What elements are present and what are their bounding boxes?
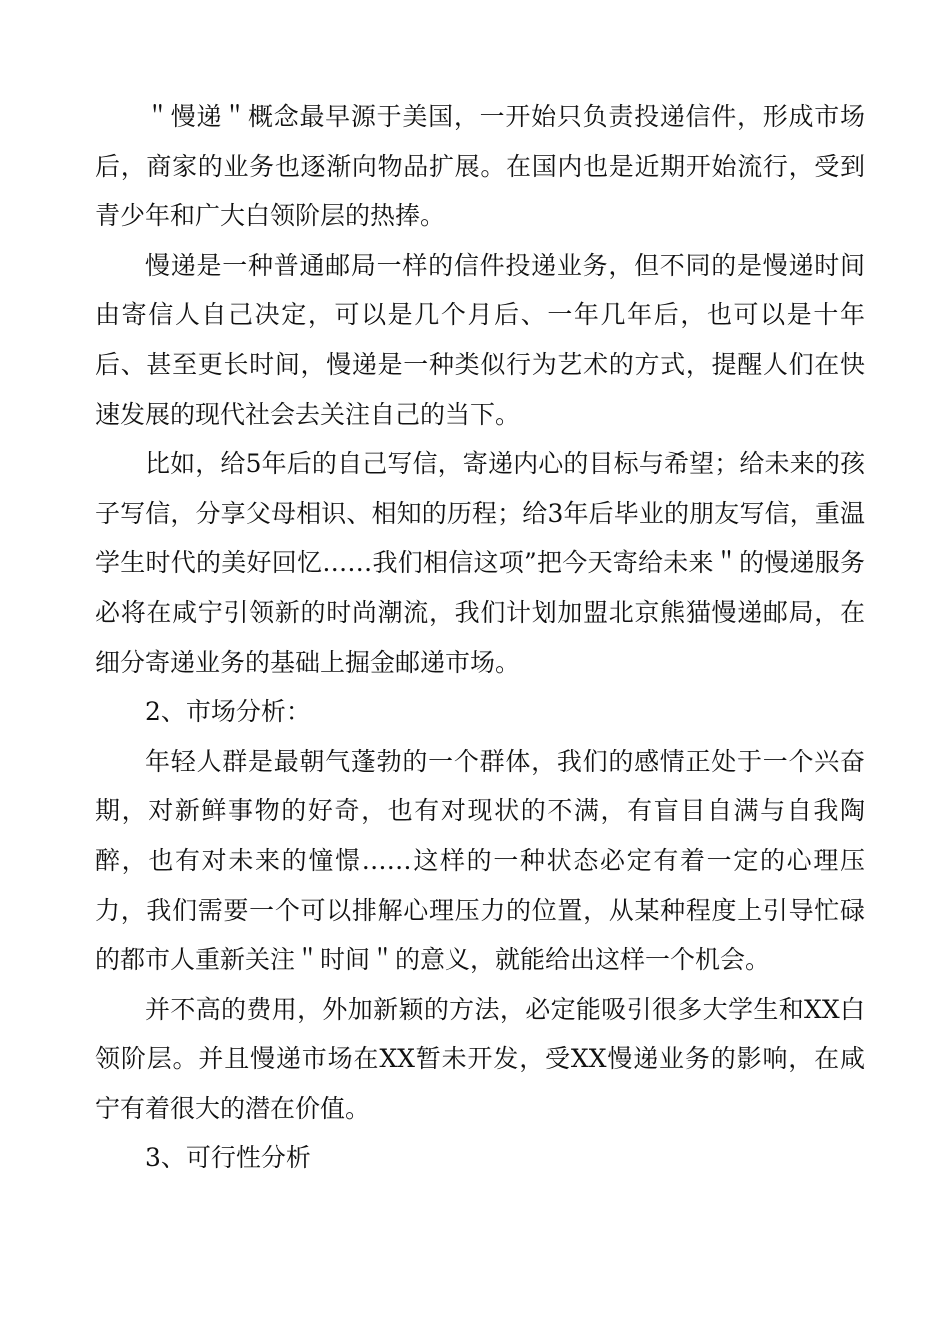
paragraph-market-analysis: 年轻人群是最朝气蓬勃的一个群体，我们的感情正处于一个兴奋期，对新鲜事物的好奇，也有对现状的不满，有盲目自满与自我陶醉，也有对未来的憧憬……这样的一种状态必定有着一定的心理压力，我们需要一个可以排解心理压力的位置，从某种程度上引导忙碌的都市人重新关注＂时间＂的意义，就能给出这样一个机会。 xyxy=(95,746,865,975)
section-heading-market-analysis: 2、市场分析： xyxy=(145,697,311,727)
paragraph-market-potential: 并不高的费用，外加新颖的方法，必定能吸引很多大学生和XX白领阶层。并且慢递市场在XX暂未开发，受XX慢递业务的影响，在咸宁有着很大的潜在价值。 xyxy=(95,994,865,1123)
section-heading-feasibility: 3、可行性分析 xyxy=(145,1143,311,1173)
paragraph-definition: 慢递是一种普通邮局一样的信件投递业务，但不同的是慢递时间由寄信人自己决定，可以是几个月后、一年几年后，也可以是十年后、甚至更长时间，慢递是一种类似行为艺术的方式，提醒人们在快速发展的现代社会去关注自己的当下。 xyxy=(95,250,865,429)
paragraph-intro: ＂慢递＂概念最早源于美国，一开始只负责投递信件，形成市场后，商家的业务也逐渐向物品扩展。在国内也是近期开始流行，受到青少年和广大白领阶层的热捧。 xyxy=(95,102,865,231)
paragraph-examples: 比如，给5年后的自己写信，寄递内心的目标与希望；给未来的孩子写信，分享父母相识、相知的历程；给3年后毕业的朋友写信，重温学生时代的美好回忆……我们相信这项”把今天寄给未来＂的慢递服务必将在咸宁引领新的时尚潮流，我们计划加盟北京熊猫慢递邮局，在细分寄递业务的基础上掘金邮递市场。 xyxy=(95,449,865,677)
document-body xyxy=(95,92,865,1183)
